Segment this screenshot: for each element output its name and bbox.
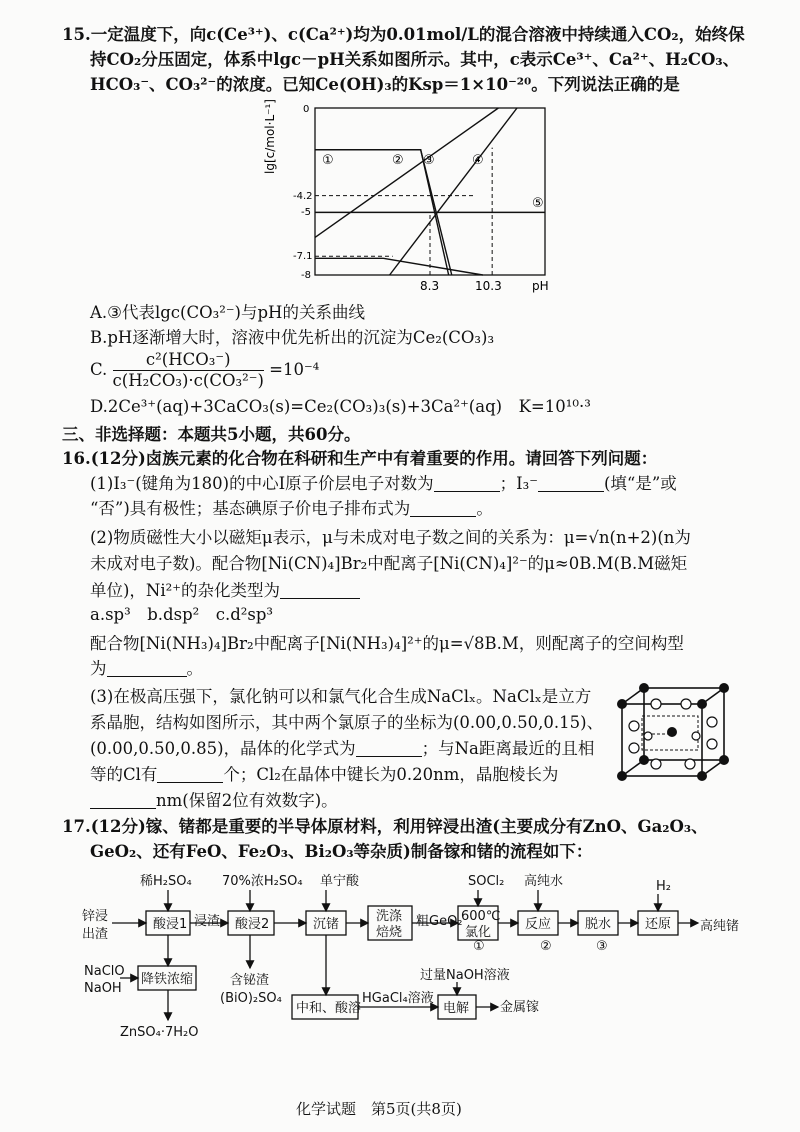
q16-p1c: (填“是”或	[603, 474, 677, 493]
step-wash: 洗涤	[376, 909, 403, 924]
q16-part2-line4: 配合物[Ni(NH₃)₄]Br₂中配离子[Ni(NH₃)₄]²⁺的μ=√8B.M，则配离子的空间构型	[90, 634, 684, 653]
step-electrolysis: 电解	[443, 1001, 470, 1016]
arrow-label-crude-geo2: 粗GeO₂	[416, 914, 463, 929]
q15-option-c-fraction	[113, 350, 264, 391]
series-line-3	[315, 108, 498, 237]
q16-p3d: ；与Na距离最近的且相	[421, 739, 595, 758]
product-pure-ge: 高纯锗	[700, 919, 740, 934]
x-axis-label: pH	[532, 279, 549, 293]
reagent-naoh: NaOH	[84, 981, 122, 996]
arrow-label-leach-residue: 浸渣	[194, 914, 221, 929]
q15-option-c	[90, 350, 319, 391]
curve-label-1: ①	[322, 153, 334, 168]
crystal-cell-diagram	[612, 682, 736, 786]
curve-label-2: ②	[392, 153, 404, 168]
x-tick-8.3: 8.3	[420, 279, 440, 293]
start-label-2: 出渣	[82, 927, 109, 942]
q15-line1: 15.一定温度下，向c(Ce³⁺)、c(Ca²⁺)均为0.01mol/L的混合溶液中持续通入CO₂，始终保	[62, 25, 745, 44]
y-tick-5: -5	[301, 207, 311, 218]
x-tick-10.3: 10.3	[475, 279, 502, 293]
reagent-h2: H₂	[656, 879, 671, 894]
step-number-2: ②	[540, 939, 552, 954]
y-tick-4.2: -4.2	[293, 191, 313, 202]
q16-part2-line1: (2)物质磁性大小以磁矩μ表示，μ与未成对电子数之间的关系为：μ=√n(n+2)(n为	[90, 528, 691, 547]
step-number-1: ①	[473, 939, 485, 954]
reagent-conc-h2so4: 70%浓H₂SO₄	[222, 874, 303, 889]
curve-label-3: ③	[423, 153, 435, 168]
y-tick-0: 0	[303, 104, 310, 115]
curve-label-4: ④	[472, 153, 484, 168]
reagent-socl2: SOCl₂	[468, 874, 505, 889]
product-ga-metal: 金属镓	[500, 1000, 540, 1015]
step-reaction: 反应	[525, 917, 552, 932]
q15-option-b: B.pH逐渐增大时，溶液中优先析出的沉淀为Ce₂(CO₃)₃	[90, 328, 495, 347]
q16-part3-line1: (3)在极高压强下，氯化钠可以和氯气化合生成NaClₓ。NaClₓ是立方	[90, 687, 592, 706]
q15-line2: 持CO₂分压固定，体系中lgc－pH关系如图所示。其中，c表示Ce³⁺、Ca²⁺、H₂CO₃、	[90, 50, 740, 69]
q16-p1a: (1)I₃⁻(键角为180)的中心I原子价层电子对数为	[90, 474, 434, 493]
answer-blank[interactable]	[410, 500, 476, 517]
q17-line2: GeO₂、还有FeO、Fe₂O₃、Bi₂O₃等杂质)制备镓和锗的流程如下：	[90, 842, 593, 861]
q16-part1-line1	[90, 473, 677, 495]
step-600c: 600℃	[461, 909, 501, 924]
q15-option-c-rhs: =10⁻⁴	[269, 360, 320, 379]
step-acid-leach-1: 酸浸1	[153, 917, 188, 932]
q16-part2-line3	[90, 580, 360, 602]
q16-p3g: nm(保留2位有效数字)。	[156, 791, 338, 810]
q16-part3-line5	[90, 790, 338, 812]
y-tick-8: -8	[301, 270, 311, 281]
step-dehydration: 脱水	[585, 917, 612, 932]
q16-p1d: “否”)具有极性；基态碘原子价电子排布式为	[90, 499, 411, 518]
q16-part3-line2: 系晶胞，结构如图所示，其中两个氯原子的坐标为(0.00,0.50,0.15)、	[90, 713, 604, 732]
reagent-excess-naoh: 过量NaOH溶液	[420, 968, 510, 983]
reagent-tannic-acid: 单宁酸	[320, 874, 360, 889]
q16-p2f: 。	[186, 659, 203, 678]
residue-label-1: 含铋渣	[230, 973, 270, 988]
series-line-6	[315, 258, 483, 275]
step-ge-precipitation: 沉锗	[313, 917, 340, 932]
q16-p1e: 。	[476, 499, 493, 518]
q15-option-d: D.2Ce³⁺(aq)+3CaCO₃(s)=Ce₂(CO₃)₃(s)+3Ca²⁺(aq) K=10¹⁰·³	[90, 397, 591, 416]
curve-label-5: ⑤	[532, 196, 544, 211]
step-neutralize-dissolve: 中和、酸溶	[296, 1001, 362, 1016]
q16-part3-line3	[90, 738, 594, 760]
answer-blank[interactable]	[434, 475, 500, 492]
q16-p1b: ；I₃⁻	[499, 474, 538, 493]
q16-p2e: 为	[90, 659, 107, 678]
fraction-denominator: c(H₂CO₃)·c(CO₃²⁻)	[112, 371, 264, 390]
q17-line1: 17.(12分)镓、锗都是重要的半导体原材料，利用锌浸出渣(主要成分有ZnO、Ga₂O₃、	[62, 817, 708, 836]
fraction-numerator: c²(HCO₃⁻)	[113, 350, 264, 371]
answer-blank[interactable]	[157, 766, 223, 783]
step-roast: 焙烧	[376, 925, 403, 940]
residue-label-2: (BiO)₂SO₄	[220, 991, 282, 1006]
q16-part3-line4	[90, 764, 558, 786]
lgc-ph-chart	[263, 99, 570, 296]
reagent-pure-water: 高纯水	[524, 874, 564, 889]
answer-blank[interactable]	[538, 475, 604, 492]
arrow-label-hgacl4: HGaCl₄溶液	[362, 991, 434, 1006]
step-reduction: 还原	[645, 917, 672, 932]
step-iron-removal: 降铁浓缩	[141, 972, 194, 987]
page-footer: 化学试题 第5页(共8页)	[296, 1100, 462, 1118]
q16-p2c: 单位)，Ni²⁺的杂化类型为	[90, 581, 280, 600]
answer-blank[interactable]	[107, 660, 187, 677]
product-znso4: ZnSO₄·7H₂O	[120, 1025, 199, 1040]
q16-p3e: 等的Cl有	[90, 765, 158, 784]
q16-p3c: (0.00,0.50,0.85)，晶体的化学式为	[90, 739, 356, 758]
reagent-naclo: NaClO	[84, 964, 125, 979]
y-tick-7.1: -7.1	[293, 251, 313, 262]
chart-ylabel: lg[c/mol·L⁻¹]	[263, 99, 277, 174]
q15-option-c-label: C.	[90, 360, 108, 379]
step-number-3: ③	[596, 939, 608, 954]
q16-part2-line2: 未成对电子数)。配合物[Ni(CN)₄]Br₂中配离子[Ni(CN)₄]²⁻的μ≈0B.M(B.M磁矩	[90, 554, 688, 573]
series-line-4	[390, 108, 517, 275]
answer-blank[interactable]	[90, 792, 156, 809]
q16-part1-line2	[90, 498, 493, 520]
q15-line3: HCO₃⁻、CO₃²⁻的浓度。已知Ce(OH)₃的Ksp＝1×10⁻²⁰。下列说法正确的是	[90, 75, 680, 94]
start-label-1: 锌浸	[82, 909, 109, 924]
reagent-dilute-h2so4: 稀H₂SO₄	[140, 874, 192, 889]
step-acid-leach-2: 酸浸2	[235, 917, 270, 932]
q16-intro: 16.(12分)卤族元素的化合物在科研和生产中有着重要的作用。请回答下列问题：	[62, 449, 658, 468]
q16-p3f: 个；Cl₂在晶体中键长为0.20nm，晶胞棱长为	[223, 765, 559, 784]
answer-blank[interactable]	[280, 582, 360, 599]
process-flowchart	[72, 868, 752, 1048]
answer-blank[interactable]	[356, 740, 422, 757]
q15-option-a: A.③代表lgc(CO₃²⁻)与pH的关系曲线	[90, 303, 365, 322]
q16-part2-line5	[90, 658, 203, 680]
q16-options: a.sp³ b.dsp² c.d²sp³	[90, 605, 274, 624]
step-chlorination: 氯化	[465, 925, 492, 940]
section-heading: 三、非选择题：本题共5小题，共60分。	[62, 425, 361, 444]
